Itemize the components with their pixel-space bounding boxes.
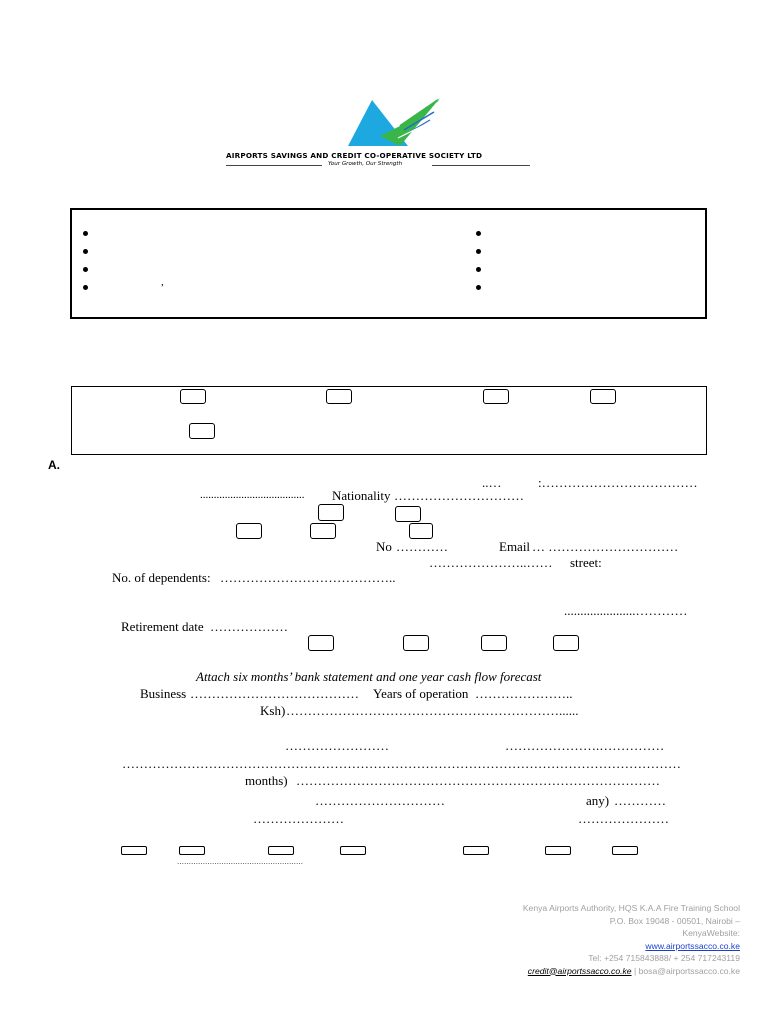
street-label: street: (570, 555, 602, 570)
bullet (476, 249, 481, 254)
footer-separator: | (633, 965, 637, 976)
years-of-operation-label: Years of operation (373, 686, 469, 701)
bullet (83, 249, 88, 254)
retirement-date-label: Retirement date (121, 619, 204, 634)
loan-type-checkbox-3[interactable] (483, 389, 509, 404)
checkbox[interactable] (612, 846, 638, 855)
footer (523, 902, 740, 977)
field-dots[interactable]: ………………….…………… (505, 738, 665, 753)
dependents-field[interactable]: ………………………………….. (220, 570, 396, 585)
bullet-box (70, 208, 707, 319)
nationality-field[interactable]: ………………………… (394, 488, 524, 503)
checkbox[interactable] (308, 635, 334, 651)
bullet (476, 231, 481, 236)
phone-no-label: No (376, 539, 392, 554)
loan-type-checkbox-5[interactable] (189, 423, 215, 439)
logo-rule-right (432, 165, 530, 166)
business-label: Business (140, 686, 187, 701)
field-dots[interactable]: ......................………… (564, 603, 688, 618)
loan-type-checkbox-4[interactable] (590, 389, 616, 404)
footer-bosa-email[interactable]: bosa@airportssacco.co.ke (638, 965, 740, 976)
field-dots[interactable]: ...................................... (200, 489, 305, 501)
logo-name: AIRPORTS SAVINGS AND CREDIT CO-OPERATIVE SOCIETY LTD (226, 151, 483, 160)
field-dots[interactable]: …………………… (285, 738, 389, 753)
field-dots[interactable]: :……………………………… (538, 475, 698, 490)
logo (226, 96, 536, 172)
checkbox[interactable] (179, 846, 205, 855)
checkbox[interactable] (268, 846, 294, 855)
dependents-label: No. of dependents: (112, 570, 211, 585)
checkbox[interactable] (310, 523, 336, 539)
field-dots[interactable]: ..… (482, 475, 502, 490)
bullet (83, 267, 88, 272)
checkbox[interactable] (318, 504, 344, 521)
footer-credit-email-link[interactable]: credit@airportssacco.co.ke (527, 965, 632, 976)
checkbox[interactable] (395, 506, 421, 522)
email-label: Email (499, 539, 531, 554)
footer-website-link[interactable]: www.airportssacco.co.ke (645, 940, 740, 951)
any-label: any) (586, 793, 610, 808)
checkbox[interactable] (463, 846, 489, 855)
loan-type-checkbox-1[interactable] (180, 389, 206, 404)
logo-triangle-icon (344, 96, 444, 148)
comma-mark: , (161, 276, 164, 288)
checkbox[interactable] (236, 523, 262, 539)
nationality-label: Nationality (332, 488, 391, 503)
field-dots-full[interactable]: ………………………………………………………………………………………………………………… (122, 756, 681, 771)
loan-type-checkbox-2[interactable] (326, 389, 352, 404)
checkbox[interactable] (403, 635, 429, 651)
email-field[interactable]: … ………………………… (532, 539, 679, 554)
street-field[interactable]: …………………..…… (429, 555, 553, 570)
months-field[interactable]: ………………………………………………………………………… (296, 773, 660, 788)
footer-address-line-2: P.O. Box 19048 - 00501, Nairobi – (609, 915, 740, 926)
business-field[interactable]: ………………………………… (190, 686, 359, 701)
section-a-label: A. (48, 458, 60, 472)
bullet (476, 267, 481, 272)
checkbox[interactable] (553, 635, 579, 651)
checkbox[interactable] (340, 846, 366, 855)
ksh-label: Ksh) (260, 703, 286, 718)
phone-no-field[interactable]: ………… (396, 539, 448, 554)
bullet (476, 285, 481, 290)
footer-telephone: Tel: +254 715843888/ + 254 717243119 (588, 953, 740, 963)
checkbox[interactable] (121, 846, 147, 855)
field-dots[interactable]: ……………………………………………… (177, 858, 303, 866)
checkbox[interactable] (545, 846, 571, 855)
months-label: months) (245, 773, 288, 788)
logo-rule-left (226, 165, 322, 166)
years-of-operation-field[interactable]: ………………….. (475, 686, 573, 701)
field-dots[interactable]: ………………… (253, 811, 344, 826)
checkbox[interactable] (481, 635, 507, 651)
field-dots[interactable]: ………………………… (315, 793, 445, 808)
footer-address-line-3: KenyaWebsite: (682, 928, 740, 938)
attach-note: Attach six months’ bank statement and one year cash flow forecast (196, 669, 542, 684)
checkbox[interactable] (409, 523, 433, 539)
logo-tagline: Your Growth, Our Strength (328, 161, 403, 167)
retirement-date-field[interactable]: ……………… (210, 619, 288, 634)
field-dots[interactable]: ………………… (578, 811, 669, 826)
any-field[interactable]: ………… (614, 793, 666, 808)
footer-address-line-1: Kenya Airports Authority, HQS K.A.A Fire Training School (522, 903, 740, 913)
bullet (83, 285, 88, 290)
ksh-field[interactable]: ………………………………………………………...... (286, 703, 579, 718)
bullet (83, 231, 88, 236)
